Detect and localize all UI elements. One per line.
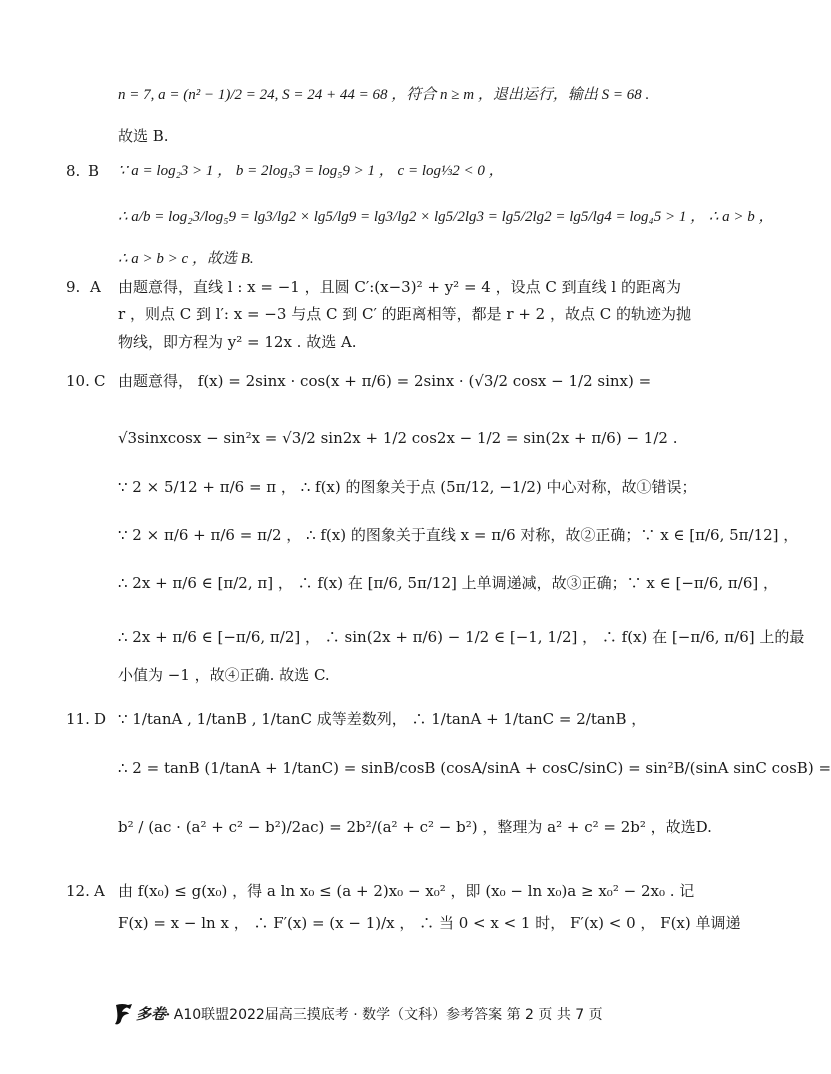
p10-line-2: √3sinxcosx − sin²x = √3/2 sin2x + 1/2 cos2x − 1/2 = sin(2x + π/6) − 1/2 . xyxy=(118,429,678,447)
p9-answer: A xyxy=(90,278,101,296)
p8-line-3: ∴ a > b > c ，故选 B. xyxy=(118,251,254,267)
p8-line-1: ∵ a = log₂3 > 1 ， b = 2log₅3 = log₅9 > 1 ， c = log⅓2 < 0 ， xyxy=(118,163,504,179)
p12-answer: A xyxy=(94,882,105,900)
p9-line-2: r ，则点 C 到 l′: x = −3 与点 C 到 C′ 的距离相等，都是 r + 2 ，故点 C 的轨迹为抛 xyxy=(118,305,691,323)
footer-brand: 多卷· xyxy=(136,1007,170,1023)
p8-number: 8. xyxy=(66,162,81,180)
p9-number: 9. xyxy=(66,278,81,296)
p8-line-2: ∴ a/b = log₂3/log₅9 = lg3/lg2 × lg5/lg9 = lg3/lg2 × lg5/2lg3 = lg5/2lg2 = lg5/lg4 = log₄5 > 1 ， ∴ a > b ， xyxy=(118,209,774,225)
p10-line-6: ∴ 2x + π/6 ∈ [−π/6, π/2] ， ∴ sin(2x + π/6) − 1/2 ∈ [−1, 1/2] ， ∴ f(x) 在 [−π/6, π/6] 上的最 xyxy=(118,628,805,646)
p10-number: 10. xyxy=(66,372,90,390)
p11-answer: D xyxy=(94,710,107,728)
p11-number: 11. xyxy=(66,710,90,728)
p8-answer: B xyxy=(88,162,100,180)
p11-line-3: b² / (ac · (a² + c² − b²)/2ac) = 2b²/(a² + c² − b²) ，整理为 a² + c² = 2b² ，故选D. xyxy=(118,818,712,836)
p7-line-1: n = 7, a = (n² − 1)/2 = 24, S = 24 + 44 = 68 ，符合 n ≥ m ，退出运行，输出 S = 68 . xyxy=(118,87,650,103)
p9-line-3: 物线，即方程为 y² = 12x . 故选 A. xyxy=(118,333,357,351)
page-footer xyxy=(112,1000,672,1030)
p10-line-1: 由题意得， f(x) = 2sinx · cos(x + π/6) = 2sinx · (√3/2 cosx − 1/2 sinx) = xyxy=(118,372,652,390)
p10-line-3: ∵ 2 × 5/12 + π/6 = π ， ∴ f(x) 的图象关于点 (5π/12, −1/2) 中心对称，故①错误； xyxy=(118,478,697,496)
p11-line-2: ∴ 2 = tanB (1/tanA + 1/tanC) = sinB/cosB (cosA/sinA + cosC/sinC) = sin²B/(sinA sinC cosB) = xyxy=(118,759,831,777)
p10-line-7: 小值为 −1 ，故④正确. 故选 C. xyxy=(118,666,330,684)
p10-line-4: ∵ 2 × π/6 + π/6 = π/2 ， ∴ f(x) 的图象关于直线 x = π/6 对称，故②正确；∵ x ∈ [π/6, 5π/12] ， xyxy=(118,526,799,544)
footer-caption: A10联盟2022届高三摸底考 · 数学（文科）参考答案 第 2 页 共 7 页 xyxy=(173,1007,603,1023)
p10-line-5: ∴ 2x + π/6 ∈ [π/2, π] ， ∴ f(x) 在 [π/6, 5π/12] 上单调递减，故③正确；∵ x ∈ [−π/6, π/6] ， xyxy=(118,574,778,592)
p7-line-2: 故选 B. xyxy=(118,127,169,145)
p11-line-1: ∵ 1/tanA , 1/tanB , 1/tanC 成等差数列， ∴ 1/tanA + 1/tanC = 2/tanB ， xyxy=(118,710,647,728)
p9-line-1: 由题意得，直线 l : x = −1 ，且圆 C′:(x−3)² + y² = 4 ，设点 C 到直线 l 的距离为 xyxy=(118,278,681,296)
footer-text xyxy=(136,1004,603,1026)
p10-answer: C xyxy=(94,372,106,390)
p12-line-1: 由 f(x₀) ≤ g(x₀) ，得 a ln x₀ ≤ (a + 2)x₀ − x₀² ，即 (x₀ − ln x₀)a ≥ x₀² − 2x₀ . 记 xyxy=(118,882,695,900)
p12-number: 12. xyxy=(66,882,90,900)
publisher-logo-icon xyxy=(112,1002,134,1026)
p12-line-2: F(x) = x − ln x ， ∴ F′(x) = (x − 1)/x ， ∴ 当 0 < x < 1 时， F′(x) < 0 ， F(x) 单调递 xyxy=(118,914,741,932)
